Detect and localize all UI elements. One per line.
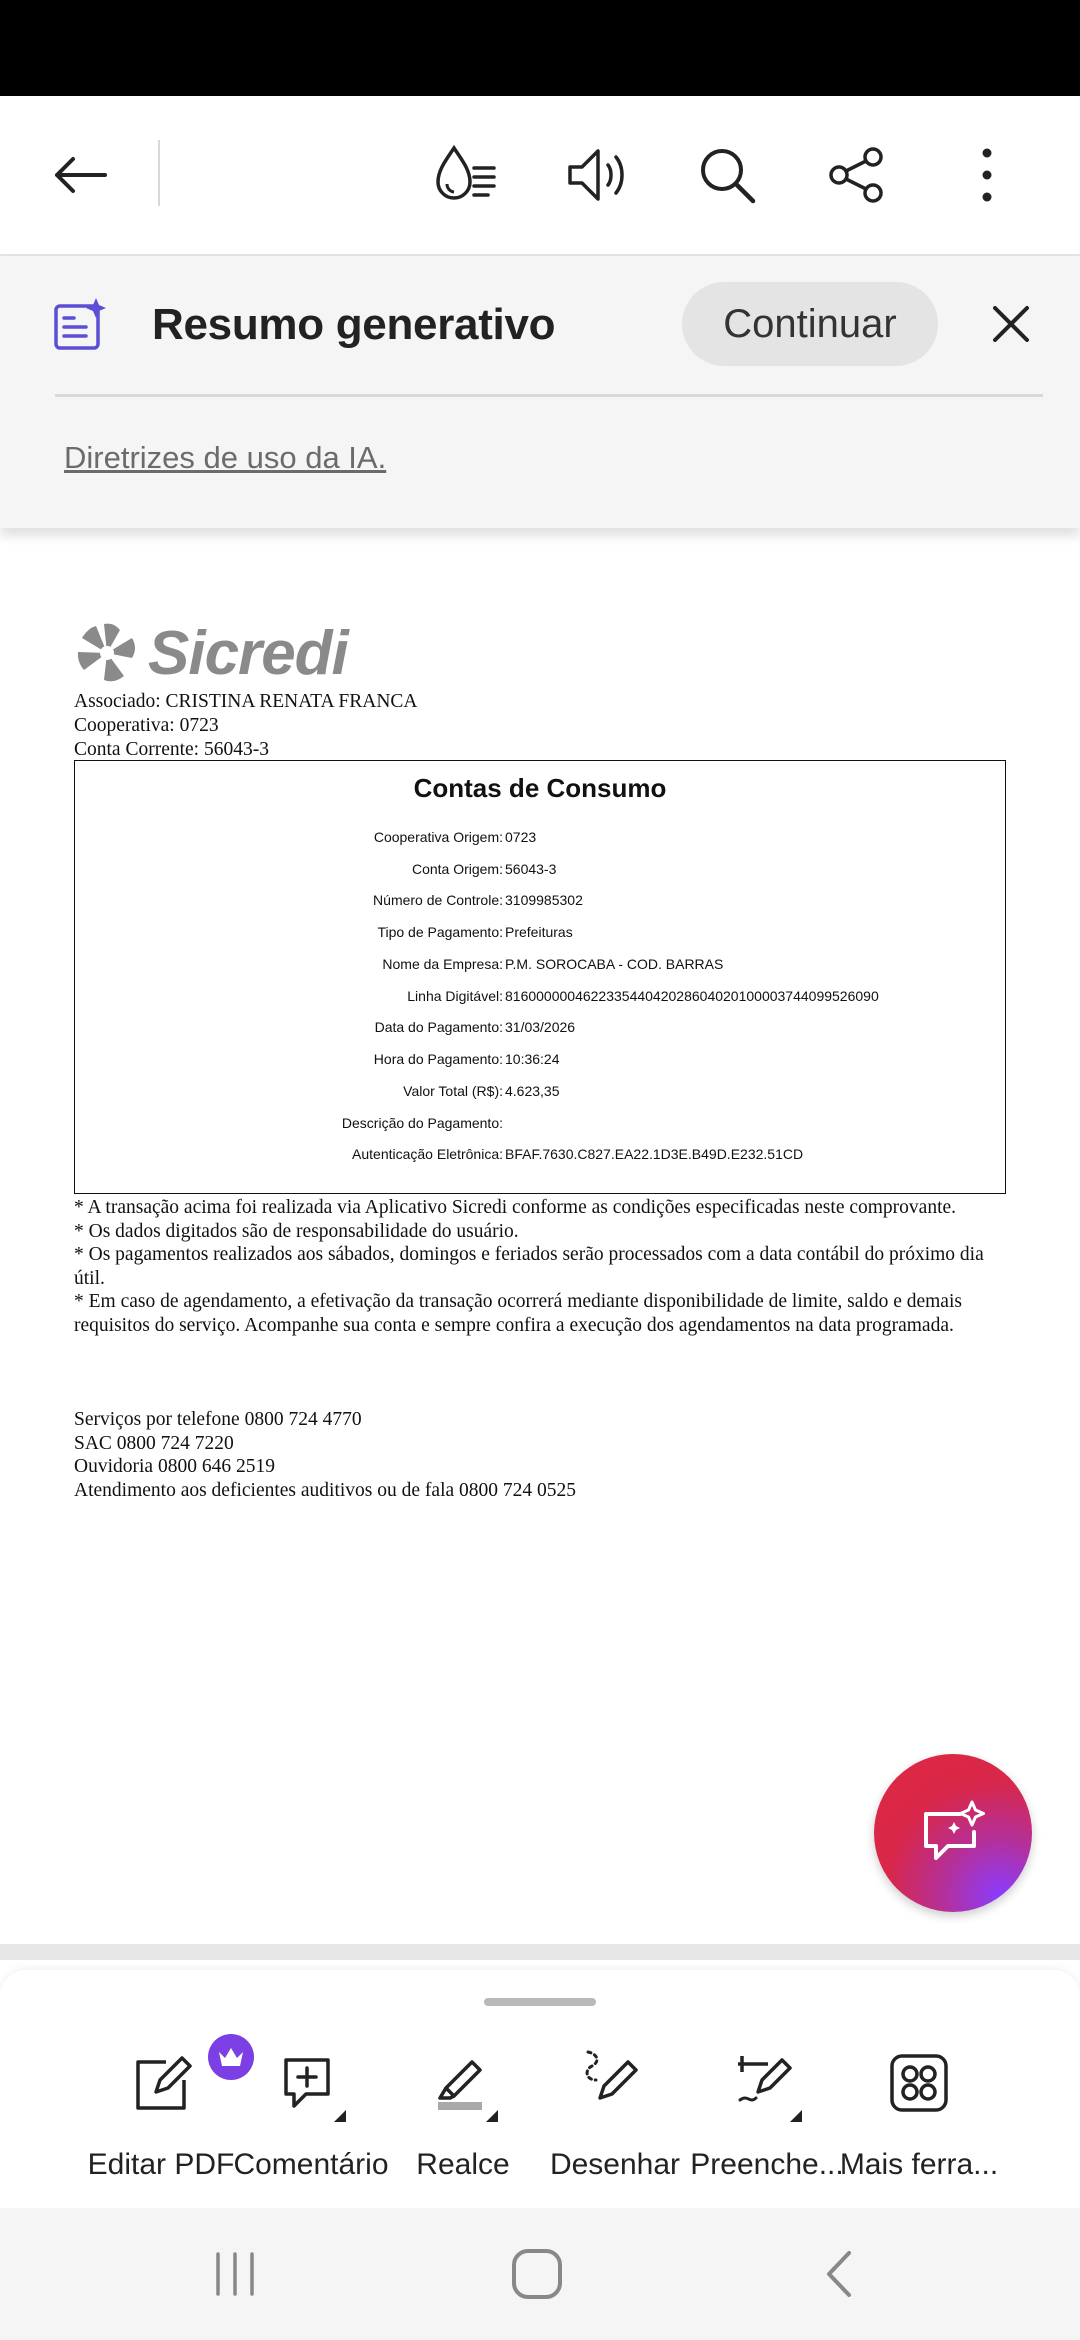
more-tools-icon [884,2048,954,2118]
receipt-box [74,760,1006,1194]
row-value: 31/03/2026 [505,1019,576,1035]
contact-line: Ouvidoria 0800 646 2519 [74,1456,275,1477]
liquid-mode-icon[interactable] [432,140,502,210]
row-value: 10:36:24 [505,1051,560,1067]
edit-pdf-icon [126,2048,196,2118]
contact-line: Serviços por telefone 0800 724 4770 [74,1409,362,1430]
bottom-tools-sheet [0,1970,1080,2208]
more-options-icon[interactable] [952,140,1022,210]
row-label: Nome da Empresa: [382,956,503,972]
row-label: Data do Pagamento: [374,1019,503,1035]
receipt-row [75,956,1005,976]
tool-comment[interactable] [233,2048,389,2188]
tool-label: Realce [416,2148,510,2181]
row-label: Conta Origem: [411,861,503,877]
row-label: Cooperativa Origem: [373,829,503,845]
close-icon[interactable] [985,298,1037,350]
drag-handle[interactable] [484,1998,596,2006]
contact-line: Atendimento aos deficientes auditivos ou de fala 0800 724 0525 [74,1479,577,1501]
tool-label: Preenche... [690,2148,844,2181]
receipt-row [75,1019,1005,1039]
toolbar-divider [158,140,160,206]
generative-summary-panel [0,256,1080,528]
ai-guidelines-link[interactable]: Diretrizes de uso da IA. [64,440,387,475]
sicredi-logo-mark-icon [74,620,140,686]
row-label: Valor Total (R$): [403,1083,503,1099]
sicredi-logo [74,616,348,690]
fill-sign-icon [732,2048,802,2118]
receipt-title: Contas de Consumo [413,773,667,803]
tool-more-tools[interactable] [839,2048,999,2188]
tool-fill-sign[interactable] [692,2048,842,2188]
highlight-icon [428,2048,498,2118]
generative-summary-icon [52,296,110,354]
note-paragraph: * Os pagamentos realizados aos sábados, domingos e feriados serão processados com a data contábil do próximo dia útil. [74,1244,984,1289]
home-icon[interactable] [502,2242,572,2306]
row-label: Autenticação Eletrônica: [352,1146,503,1162]
row-label: Linha Digitável: [407,988,503,1004]
draw-icon [580,2048,650,2118]
back-nav-icon[interactable] [804,2242,874,2306]
page-edge [0,1944,1080,1960]
conta-corrente-line: Conta Corrente: 56043-3 [74,739,269,760]
system-nav-bar [0,2208,1080,2340]
note-paragraph: * Os dados digitados são de responsabilidade do usuário. [74,1220,519,1242]
cooperativa-line: Cooperativa: 0723 [74,715,219,736]
row-value: 3109985302 [505,892,583,908]
tool-label: Mais ferra... [839,2148,999,2181]
top-toolbar [0,96,1080,256]
comment-icon [276,2048,346,2118]
receipt-row [75,1115,1005,1135]
row-value: 56043-3 [505,861,557,877]
receipt-row [75,1051,1005,1071]
row-label: Número de Controle: [373,892,503,908]
row-value: BFAF.7630.C827.EA22.1D3E.B49D.E232.51CD [505,1146,804,1162]
receipt-row [75,861,1005,881]
row-value: 4.623,35 [505,1083,560,1099]
sicredi-logo-text: Sicredi [148,618,348,688]
panel-divider [55,394,1043,397]
note-paragraph: * Em caso de agendamento, a efetivação da transação ocorrerá mediante disponibilidade de limite, saldo e demais requisitos do serviço. Acompanhe sua conta e sempre confira a execução dos agendamentos na data programada. [74,1291,962,1336]
note-paragraph: * A transação acima foi realizada via Aplicativo Sicredi conforme as condições especificadas neste comprovante. [74,1197,957,1218]
receipt-row [75,988,1005,1008]
row-label: Descrição do Pagamento: [341,1115,503,1131]
continue-button[interactable]: Continuar [682,282,938,366]
row-value: Prefeituras [505,924,573,940]
tool-label: Desenhar [549,2148,681,2181]
tool-label: Editar PDF [87,2148,235,2181]
read-aloud-icon[interactable] [562,140,632,210]
row-value: 816000000462233544042028604020100003744099526090 [505,988,879,1004]
row-label: Tipo de Pagamento: [377,924,503,940]
receipt-row [75,1083,1005,1103]
receipt-row [75,1146,1005,1166]
row-value: 0723 [505,829,537,845]
associado-line: Associado: CRISTINA RENATA FRANCA [74,691,418,712]
receipt-row [75,924,1005,944]
share-icon[interactable] [822,140,892,210]
ai-assistant-button[interactable] [874,1754,1032,1912]
receipt-row [75,892,1005,912]
tool-label: Comentário [233,2148,389,2181]
ai-assistant-icon [918,1800,988,1866]
contact-line: SAC 0800 724 7220 [74,1432,234,1454]
receipt-row [75,829,1005,849]
search-icon[interactable] [692,140,762,210]
recent-apps-icon[interactable] [200,2242,270,2306]
tool-draw[interactable] [540,2048,690,2188]
tool-highlight[interactable] [388,2048,538,2188]
generative-summary-title: Resumo generativo [152,300,556,349]
status-bar [0,0,1080,96]
tool-edit-pdf[interactable] [86,2048,236,2188]
row-value: P.M. SOROCABA - COD. BARRAS [505,956,724,972]
disclaimer-notes [74,1196,1014,1337]
contact-list [74,1408,1014,1502]
row-label: Hora do Pagamento: [373,1051,503,1067]
back-arrow-icon[interactable] [44,140,114,210]
